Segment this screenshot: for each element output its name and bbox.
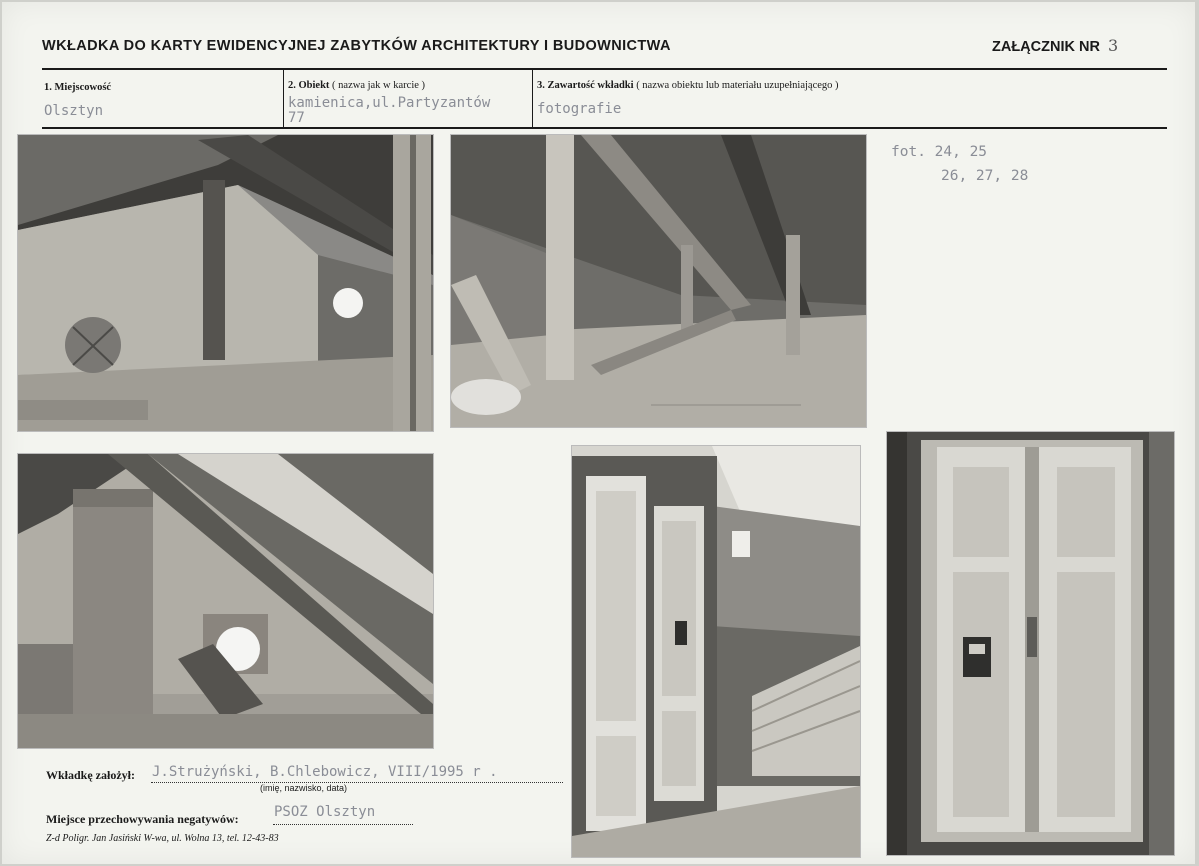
object-label-text: 2. Obiekt bbox=[288, 80, 330, 91]
founded-dotted-line bbox=[151, 782, 563, 783]
photo-attic-1-image bbox=[18, 135, 433, 431]
founded-label: Wkładkę założył: bbox=[46, 768, 135, 782]
annex-number: 3 bbox=[1107, 36, 1119, 55]
photo-double-door bbox=[887, 432, 1174, 855]
photo-attic-2 bbox=[451, 135, 866, 427]
locality-label: 1. Miejscowość bbox=[44, 82, 112, 93]
annex-label-text: ZAŁĄCZNIK NR bbox=[992, 39, 1100, 55]
photo-attic-2-image bbox=[451, 135, 866, 427]
contents-value: fotografie bbox=[537, 101, 622, 117]
contents-label-text: 3. Zawartość wkładki bbox=[537, 80, 634, 91]
object-label bbox=[288, 80, 425, 91]
photo-double-door-image bbox=[887, 432, 1174, 855]
object-value-line1: kamienica,ul.Partyzantów bbox=[288, 95, 491, 111]
object-value-line2: 77 bbox=[288, 110, 305, 126]
contents-label bbox=[537, 80, 839, 91]
inventory-card bbox=[2, 2, 1195, 864]
object-sublabel: ( nazwa jak w karcie ) bbox=[332, 80, 426, 91]
photo-attic-chimney-image bbox=[18, 454, 433, 748]
founded-sublabel: (imię, nazwisko, data) bbox=[260, 783, 348, 793]
annex-label bbox=[992, 36, 1118, 55]
storage-value: PSOZ Olsztyn bbox=[274, 804, 376, 820]
photo-ref-line2: 26, 27, 28 bbox=[941, 168, 1029, 184]
header-rule-bottom bbox=[42, 127, 1167, 129]
founded-value: J.Strużyński, B.Chlebowicz, VIII/1995 r . bbox=[152, 764, 498, 780]
locality-value: Olsztyn bbox=[44, 103, 104, 119]
card-title: WKŁADKA DO KARTY EWIDENCYJNEJ ZABYTKÓW ARCHITEKTURY I BUDOWNICTWA bbox=[42, 38, 671, 54]
photo-attic-1 bbox=[18, 135, 433, 431]
printer-imprint: Z-d Poligr. Jan Jasiński W-wa, ul. Wolna 13, tel. 12-43-83 bbox=[46, 833, 279, 844]
photo-stairwell-image bbox=[572, 446, 860, 857]
field-divider-2 bbox=[532, 70, 533, 127]
contents-sublabel: ( nazwa obiektu lub materiału uzupełniającego ) bbox=[636, 80, 839, 91]
photo-ref-line1: fot. 24, 25 bbox=[891, 144, 988, 160]
header-rule-top bbox=[42, 68, 1167, 70]
storage-dotted-line bbox=[273, 824, 413, 825]
field-divider-1 bbox=[283, 70, 284, 127]
photo-attic-chimney bbox=[18, 454, 433, 748]
photo-stairwell bbox=[572, 446, 860, 857]
storage-label: Miejsce przechowywania negatywów: bbox=[46, 812, 239, 826]
